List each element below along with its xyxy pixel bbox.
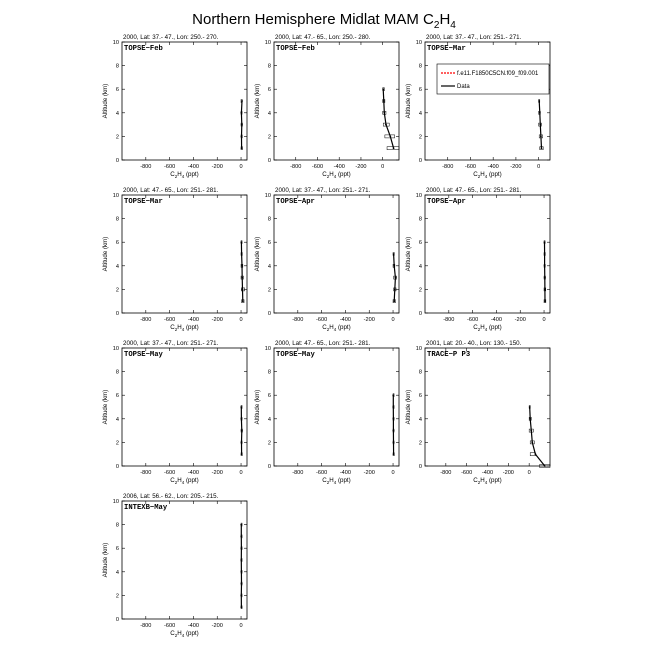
data-point	[241, 453, 243, 455]
x-tick-label: -400	[339, 470, 352, 476]
x-tick-label: -200	[510, 164, 522, 170]
x-tick-label: -200	[363, 317, 375, 323]
x-tick-label: -600	[316, 470, 328, 476]
panel-label: TRACE−P P3	[427, 351, 471, 359]
data-point	[240, 595, 242, 597]
chart-panel-6	[405, 187, 550, 332]
x-axis-label: $C_2H_4$ (ppt)	[473, 324, 502, 332]
y-tick-label: 0	[115, 464, 119, 470]
y-tick-label: 10	[112, 499, 119, 505]
y-tick-label: 10	[264, 346, 271, 352]
data-point	[383, 112, 385, 114]
panel-subtitle: 2000, Lat: 37.- 47., Lon: 251.- 271.	[426, 34, 522, 41]
x-tick-label: -400	[187, 317, 200, 323]
x-tick-label: -400	[487, 164, 499, 170]
y-tick-label: 10	[112, 193, 119, 199]
data-point	[241, 124, 243, 126]
x-axis-label: $C_2H_4$ (ppt)	[473, 171, 502, 179]
panel-subtitle: 2000, Lat: 47.- 65., Lon: 250.- 280.	[275, 34, 371, 41]
plot-frame	[274, 195, 399, 313]
legend-model-label: f.e11.F1850C5CN.f09_f09.001	[457, 71, 539, 77]
data-point	[393, 418, 395, 420]
data-point	[241, 277, 243, 279]
x-tick-label: -600	[464, 164, 477, 170]
x-tick-label: -400	[187, 470, 200, 476]
chart-panel-2	[254, 34, 399, 179]
y-tick-label: 8	[267, 63, 271, 70]
x-tick-label: 0	[239, 164, 243, 170]
y-tick-label: 8	[267, 216, 271, 223]
plot-frame	[122, 348, 247, 466]
chart-panel-5	[254, 187, 399, 332]
x-tick-label: -800	[140, 317, 152, 323]
data-point	[241, 147, 243, 149]
panel-subtitle: 2006, Lat: 56.- 62., Lon: 205.- 215.	[123, 493, 219, 500]
x-tick-label: -800	[290, 164, 302, 170]
y-tick-label: 6	[418, 240, 422, 247]
panel-subtitle: 2000, Lat: 37.- 47., Lon: 251.- 271.	[275, 187, 371, 194]
x-tick-label: -600	[164, 164, 176, 170]
x-tick-label: -800	[443, 317, 455, 323]
x-tick-label: -400	[187, 164, 200, 170]
y-tick-label: 6	[267, 240, 271, 247]
data-point	[241, 241, 243, 243]
data-point	[241, 583, 243, 585]
y-tick-label: 4	[418, 110, 422, 117]
y-tick-label: 10	[415, 193, 422, 199]
data-point	[392, 406, 394, 408]
data-point	[240, 406, 242, 408]
x-tick-label: -200	[514, 317, 526, 323]
data-point	[241, 136, 243, 138]
y-tick-label: 0	[115, 311, 119, 317]
y-tick-label: 2	[267, 134, 271, 141]
y-tick-label: 8	[418, 63, 422, 70]
data-series-line	[383, 89, 393, 148]
x-axis-label: $C_2H_4$ (ppt)	[322, 171, 351, 179]
plot-frame	[122, 501, 247, 619]
y-tick-label: 6	[115, 546, 119, 553]
y-tick-label: 2	[418, 287, 422, 294]
x-tick-label: -600	[164, 470, 176, 476]
x-tick-label: -200	[211, 164, 223, 170]
data-point	[240, 559, 242, 561]
data-point	[544, 465, 546, 467]
x-tick-label: -800	[140, 164, 152, 170]
x-tick-label: 0	[381, 164, 385, 170]
data-point	[241, 253, 243, 255]
y-tick-label: 2	[115, 440, 119, 447]
y-tick-label: 4	[267, 263, 271, 270]
data-point	[389, 136, 391, 138]
data-point	[241, 100, 243, 102]
y-axis-label: Altitude (km)	[405, 236, 412, 272]
y-tick-label: 0	[267, 158, 271, 164]
y-axis-label: Altitude (km)	[102, 83, 109, 119]
y-tick-label: 8	[115, 369, 119, 376]
y-tick-label: 10	[112, 40, 119, 46]
y-tick-label: 2	[267, 440, 271, 447]
data-point	[544, 277, 546, 279]
y-tick-label: 6	[115, 87, 119, 94]
y-axis-label: Altitude (km)	[405, 389, 412, 425]
data-point	[241, 442, 243, 444]
panel-label: TOPSE−Mar	[124, 198, 163, 206]
x-axis-label: $C_2H_4$ (ppt)	[170, 324, 199, 332]
y-tick-label: 6	[267, 87, 271, 94]
y-tick-label: 10	[264, 40, 271, 46]
data-point	[393, 265, 395, 267]
x-tick-label: -200	[211, 317, 223, 323]
y-axis-label: Altitude (km)	[405, 83, 412, 119]
data-point	[241, 112, 243, 114]
x-tick-label: -600	[316, 317, 328, 323]
data-point	[544, 265, 546, 267]
y-tick-label: 0	[418, 464, 422, 470]
y-tick-label: 4	[115, 416, 119, 423]
chart-panel-7	[102, 340, 247, 485]
y-tick-label: 2	[418, 134, 422, 141]
panel-subtitle: 2000, Lat: 47.- 65., Lon: 251.- 281.	[123, 187, 219, 194]
x-axis-label: $C_2H_4$ (ppt)	[170, 630, 199, 638]
data-point	[539, 124, 541, 126]
x-axis-label: $C_2H_4$ (ppt)	[473, 477, 502, 485]
data-point	[541, 147, 543, 149]
chart-panel-8	[254, 340, 399, 485]
data-series-line	[530, 407, 545, 466]
plot-frame	[122, 42, 247, 160]
y-tick-label: 4	[267, 416, 271, 423]
y-tick-label: 10	[415, 40, 422, 46]
plot-frame	[122, 195, 247, 313]
figure-title: Northern Hemisphere Midlat MAM $C_2H_4$	[192, 11, 456, 31]
data-point	[531, 442, 533, 444]
x-tick-label: -200	[211, 623, 223, 629]
y-tick-label: 0	[418, 158, 422, 164]
x-axis-label: $C_2H_4$ (ppt)	[170, 171, 199, 179]
data-point	[394, 289, 396, 291]
chart-panel-4	[102, 187, 247, 332]
x-tick-label: 0	[527, 470, 531, 476]
data-point	[393, 253, 395, 255]
data-point	[382, 88, 384, 90]
y-axis-label: Altitude (km)	[102, 236, 109, 272]
data-point	[385, 124, 387, 126]
data-point	[393, 442, 395, 444]
data-point	[241, 606, 243, 608]
x-tick-label: -400	[333, 164, 345, 170]
y-tick-label: 6	[115, 393, 119, 400]
x-tick-label: -200	[355, 164, 367, 170]
data-point	[240, 536, 242, 538]
data-point	[544, 300, 546, 302]
x-tick-label: -200	[211, 470, 223, 476]
y-tick-label: 8	[418, 216, 422, 223]
x-tick-label: 0	[391, 470, 395, 476]
data-point	[540, 136, 542, 138]
data-point	[529, 418, 531, 420]
y-tick-label: 0	[115, 158, 119, 164]
x-tick-label: -800	[140, 623, 152, 629]
data-point	[393, 300, 395, 302]
x-tick-label: -800	[442, 164, 454, 170]
plot-frame	[274, 42, 399, 160]
data-point	[241, 418, 243, 420]
panel-label: TOPSE−May	[276, 351, 315, 359]
panel-label: TOPSE−Feb	[124, 45, 163, 53]
y-tick-label: 6	[267, 393, 271, 400]
data-series-line	[545, 242, 546, 301]
data-point	[544, 289, 546, 291]
plot-frame	[425, 42, 550, 160]
x-tick-label: -400	[339, 317, 352, 323]
x-tick-label: -400	[481, 470, 494, 476]
y-tick-label: 0	[418, 311, 422, 317]
panels	[102, 34, 550, 638]
chart-panel-10	[102, 493, 247, 638]
panel-label: TOPSE−Apr	[427, 198, 466, 206]
x-tick-label: -600	[311, 164, 324, 170]
plot-frame	[274, 348, 399, 466]
y-tick-label: 8	[418, 369, 422, 376]
data-point	[393, 430, 395, 432]
y-axis-label: Altitude (km)	[254, 389, 261, 425]
y-tick-label: 2	[115, 287, 119, 294]
panel-label: TOPSE−Feb	[276, 45, 315, 53]
x-tick-label: 0	[537, 164, 541, 170]
data-point	[393, 453, 395, 455]
panel-subtitle: 2000, Lat: 47.- 65., Lon: 251.- 281.	[426, 187, 522, 194]
y-axis-label: Altitude (km)	[254, 83, 261, 119]
y-tick-label: 6	[115, 240, 119, 247]
x-tick-label: -800	[292, 470, 304, 476]
y-tick-label: 8	[115, 522, 119, 529]
x-tick-label: 0	[239, 317, 243, 323]
data-point	[241, 265, 243, 267]
x-tick-label: -600	[164, 623, 176, 629]
chart-panel-9	[405, 340, 550, 485]
y-tick-label: 2	[115, 134, 119, 141]
panel-label: INTEXB−May	[124, 504, 168, 512]
chart-panel-3	[405, 34, 550, 179]
panel-subtitle: 2000, Lat: 37.- 47., Lon: 250.- 270.	[123, 34, 219, 41]
y-tick-label: 4	[267, 110, 271, 117]
y-tick-label: 2	[267, 287, 271, 294]
x-tick-label: -400	[490, 317, 503, 323]
x-tick-label: -800	[440, 470, 452, 476]
x-tick-label: 0	[542, 317, 546, 323]
x-tick-label: 0	[391, 317, 395, 323]
y-axis-label: Altitude (km)	[254, 236, 261, 272]
legend-box	[437, 64, 549, 94]
x-tick-label: -600	[467, 317, 479, 323]
y-axis-label: Altitude (km)	[102, 542, 109, 578]
y-tick-label: 4	[115, 110, 119, 117]
y-tick-label: 2	[418, 440, 422, 447]
x-axis-label: $C_2H_4$ (ppt)	[322, 477, 351, 485]
y-tick-label: 0	[267, 311, 271, 317]
x-tick-label: -800	[140, 470, 152, 476]
x-tick-label: -800	[292, 317, 304, 323]
y-tick-label: 4	[115, 569, 119, 576]
panel-label: TOPSE−Apr	[276, 198, 315, 206]
y-tick-label: 2	[115, 593, 119, 600]
y-tick-label: 4	[115, 263, 119, 270]
chart-panel-1	[102, 34, 247, 179]
data-point	[241, 571, 243, 573]
data-point	[544, 253, 546, 255]
x-tick-label: -200	[363, 470, 375, 476]
data-point	[393, 147, 395, 149]
plot-frame	[425, 348, 550, 466]
x-axis-label: $C_2H_4$ (ppt)	[322, 324, 351, 332]
y-tick-label: 10	[264, 193, 271, 199]
x-axis-label: $C_2H_4$ (ppt)	[170, 477, 199, 485]
data-point	[538, 100, 540, 102]
panel-subtitle: 2000, Lat: 47.- 65., Lon: 251.- 281.	[275, 340, 371, 347]
legend-data-label: Data	[457, 84, 470, 90]
x-tick-label: -200	[502, 470, 514, 476]
y-tick-label: 4	[418, 263, 422, 270]
y-tick-label: 6	[418, 87, 422, 94]
y-tick-label: 6	[418, 393, 422, 400]
data-point	[241, 430, 243, 432]
data-point	[392, 394, 394, 396]
y-tick-label: 8	[115, 216, 119, 223]
data-series-line	[241, 242, 242, 301]
y-tick-label: 4	[418, 416, 422, 423]
y-tick-label: 10	[112, 346, 119, 352]
data-point	[240, 524, 242, 526]
x-tick-label: -600	[164, 317, 176, 323]
data-point	[242, 300, 244, 302]
data-point	[383, 100, 385, 102]
data-point	[242, 289, 244, 291]
panel-subtitle: 2000, Lat: 37.- 47., Lon: 251.- 271.	[123, 340, 219, 347]
data-point	[530, 430, 532, 432]
data-point	[395, 277, 397, 279]
x-tick-label: -400	[187, 623, 200, 629]
data-point	[529, 406, 531, 408]
panel-label: TOPSE−Mar	[427, 45, 466, 53]
x-tick-label: -600	[461, 470, 473, 476]
y-tick-label: 0	[267, 464, 271, 470]
plot-frame	[425, 195, 550, 313]
data-point	[544, 241, 546, 243]
y-axis-label: Altitude (km)	[102, 389, 109, 425]
y-tick-label: 8	[267, 369, 271, 376]
x-tick-label: 0	[239, 623, 243, 629]
panel-subtitle: 2001, Lat: 20.- 40., Lon: 130.- 150.	[426, 340, 522, 347]
y-tick-label: 0	[115, 617, 119, 623]
data-point	[535, 453, 537, 455]
y-tick-label: 8	[115, 63, 119, 70]
data-point	[539, 112, 541, 114]
x-tick-label: 0	[239, 470, 243, 476]
y-tick-label: 10	[415, 346, 422, 352]
panel-label: TOPSE−May	[124, 351, 163, 359]
data-point	[241, 547, 243, 549]
